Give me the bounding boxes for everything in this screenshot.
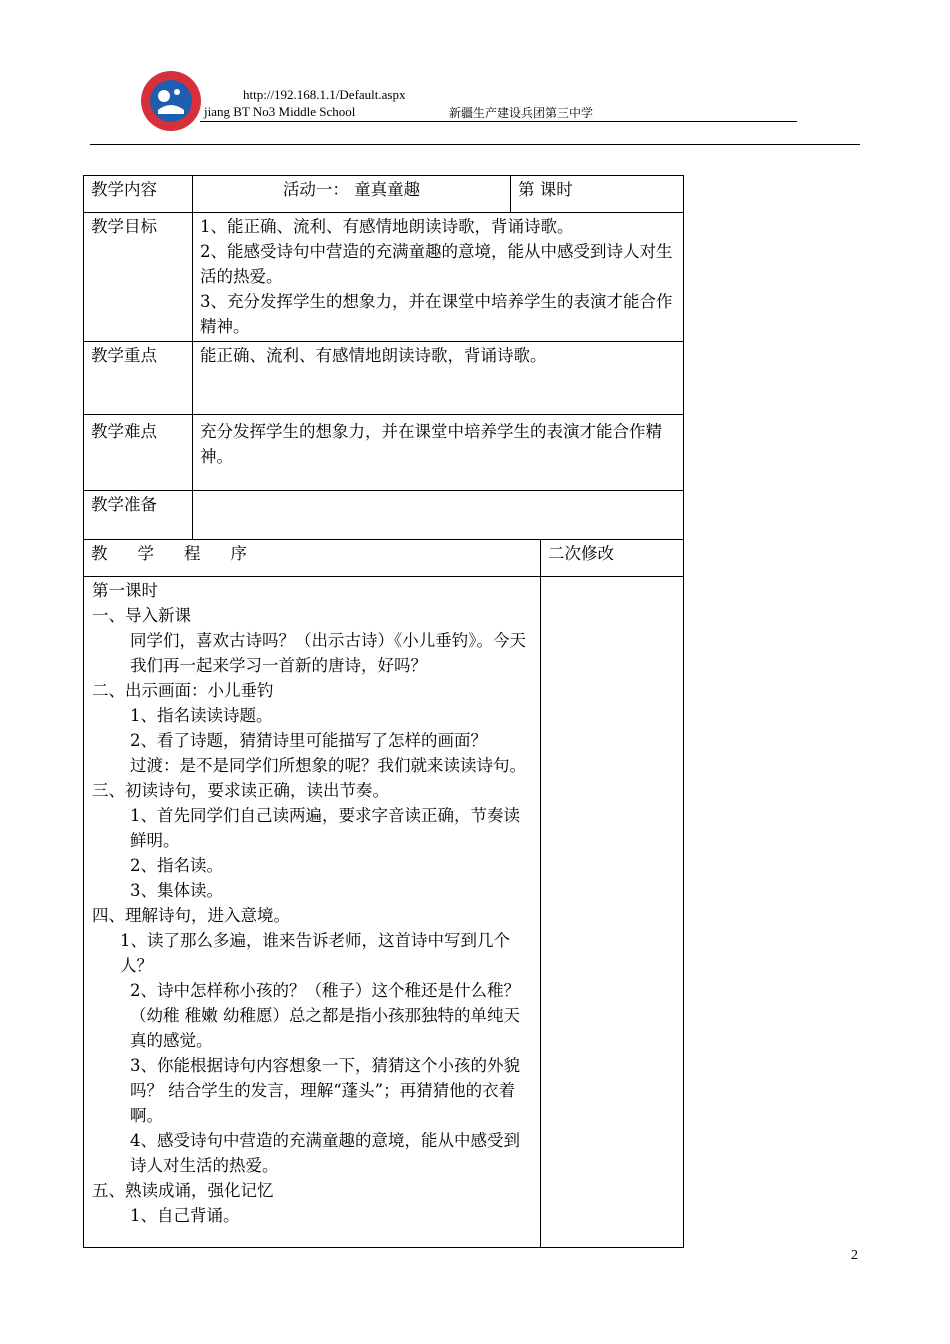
procedure-line: 五、熟读成诵，强化记忆 <box>92 1181 274 1200</box>
goals-row <box>84 213 684 342</box>
procedure-line: 过渡：是不是同学们所想象的呢？我们就来读读诗句。 <box>130 756 526 775</box>
header-school-english: jiang BT No3 Middle School <box>204 104 356 119</box>
procedure-line: 1、读了那么多遍，谁来告诉老师，这首诗中写到几个人？ <box>120 931 510 975</box>
procedure-line: 4、感受诗句中营造的充满童趣的意境，能从中感受到诗人对生活的热爱。 <box>130 1131 520 1175</box>
procedure-label-text: 教学程序 <box>91 544 277 563</box>
goal-item: 2、能感受诗句中营造的充满童趣的意境，能从中感受到诗人对生活的热爱。 <box>200 242 673 286</box>
procedure-line: 同学们，喜欢古诗吗？（出示古诗）《小儿垂钓》。今天我们再一起来学习一首新的唐诗，好吗？ <box>130 631 526 675</box>
prep-row <box>84 491 684 540</box>
school-logo <box>140 70 202 132</box>
procedure-line: 四、理解诗句，进入意境。 <box>92 906 290 925</box>
procedure-line: 三、初读诗句，要求读正确，读出节奏。 <box>92 781 389 800</box>
focus-label: 教学重点 <box>84 342 193 415</box>
focus-row <box>84 342 684 415</box>
difficulty-row <box>84 415 684 491</box>
header-divider <box>90 144 860 145</box>
goals-cell <box>193 213 684 342</box>
content-value: 活动一： 童真童趣 <box>193 176 511 213</box>
prep-value <box>193 491 684 540</box>
goal-item: 3、充分发挥学生的想象力，并在课堂中培养学生的表演才能合作精神。 <box>200 292 673 336</box>
procedure-line: 1、指名读读诗题。 <box>130 706 273 725</box>
prep-label: 教学准备 <box>84 491 193 540</box>
header-rule <box>200 121 797 122</box>
procedure-line: 1、首先同学们自己读两遍，要求字音读正确，节奏读鲜明。 <box>130 806 520 850</box>
header-url: http://192.168.1.1/Default.aspx <box>243 87 406 102</box>
procedure-body-row <box>84 577 684 1248</box>
procedure-line: 3、集体读。 <box>130 881 223 900</box>
procedure-line: 3、你能根据诗句内容想象一下，猜猜这个小孩的外貌吗？ 结合学生的发言，理解“蓬头”；再猜猜他的衣着啊。 <box>130 1056 520 1125</box>
lesson-label: 第 课时 <box>511 176 684 213</box>
page-number: 2 <box>851 1248 858 1263</box>
goals-label: 教学目标 <box>84 213 193 342</box>
procedure-line: 第一课时 <box>92 581 158 600</box>
procedure-body <box>84 577 541 1248</box>
revision-body <box>541 577 684 1248</box>
procedure-line: 1、自己背诵。 <box>130 1206 240 1225</box>
focus-value: 能正确、流利、有感情地朗读诗歌，背诵诗歌。 <box>193 342 684 415</box>
lesson-plan-table <box>83 175 683 1248</box>
goal-item: 1、能正确、流利、有感情地朗读诗歌，背诵诗歌。 <box>200 217 574 236</box>
difficulty-label: 教学难点 <box>84 415 193 491</box>
procedure-line: 一、导入新课 <box>92 606 191 625</box>
procedure-line: 2、看了诗题，猜猜诗里可能描写了怎样的画面？ <box>130 731 487 750</box>
procedure-line: 2、诗中怎样称小孩的？（稚子）这个稚还是什么稚？（幼稚 稚嫩 幼稚愿）总之都是指小孩那独特的单纯天真的感觉。 <box>130 981 520 1050</box>
procedure-header-row <box>84 540 684 577</box>
content-label: 教学内容 <box>84 176 193 213</box>
content-row <box>84 176 684 213</box>
header-school-chinese: 新疆生产建设兵团第三中学 <box>449 106 594 120</box>
procedure-label <box>84 540 541 577</box>
procedure-line: 2、指名读。 <box>130 856 223 875</box>
procedure-line: 二、出示画面：小儿垂钓 <box>92 681 274 700</box>
difficulty-value: 充分发挥学生的想象力，并在课堂中培养学生的表演才能合作精神。 <box>193 415 684 491</box>
revision-label: 二次修改 <box>541 540 684 577</box>
